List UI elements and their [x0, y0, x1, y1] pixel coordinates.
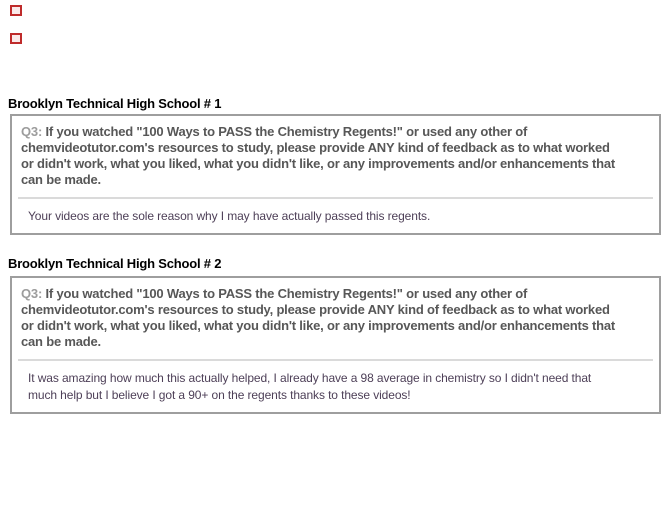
question-answer-divider: [18, 359, 653, 361]
survey-answer: [28, 370, 651, 404]
answer-line: much help but I believe I got a 90+ on the regents thanks to these videos!: [28, 388, 411, 402]
feedback-box-1: [10, 114, 661, 235]
answer-line: It was amazing how much this actually helped, I already have a 98 average in chemistry so I didn't need that: [28, 371, 592, 385]
section-heading-school-1: Brooklyn Technical High School # 1: [8, 96, 222, 111]
broken-image-icon: [10, 33, 22, 44]
broken-image-icon: [10, 5, 22, 16]
question-number-label: Q3:: [21, 124, 43, 139]
question-answer-divider: [18, 197, 653, 199]
question-text: If you watched "100 Ways to PASS the Chemistry Regents!" or used any other of: [45, 124, 528, 139]
question-line: or didn't work, what you liked, what you didn't like, or any improvements and/or enhancements that: [21, 156, 616, 171]
question-line: chemvideotutor.com's resources to study, please provide ANY kind of feedback as to what worked: [21, 140, 610, 155]
question-line: or didn't work, what you liked, what you didn't like, or any improvements and/or enhancements that: [21, 318, 616, 333]
section-heading-school-2: Brooklyn Technical High School # 2: [8, 256, 222, 271]
question-line: chemvideotutor.com's resources to study, please provide ANY kind of feedback as to what worked: [21, 302, 610, 317]
answer-line: Your videos are the sole reason why I may have actually passed this regents.: [28, 209, 431, 223]
question-line: [21, 124, 651, 140]
question-line: [21, 286, 651, 302]
feedback-box-2: [10, 276, 661, 414]
question-line: can be made.: [21, 334, 101, 349]
question-text: If you watched "100 Ways to PASS the Chemistry Regents!" or used any other of: [45, 286, 528, 301]
survey-answer: [28, 208, 651, 225]
survey-question: [21, 124, 651, 188]
question-number-label: Q3:: [21, 286, 43, 301]
question-line: can be made.: [21, 172, 101, 187]
survey-question: [21, 286, 651, 350]
